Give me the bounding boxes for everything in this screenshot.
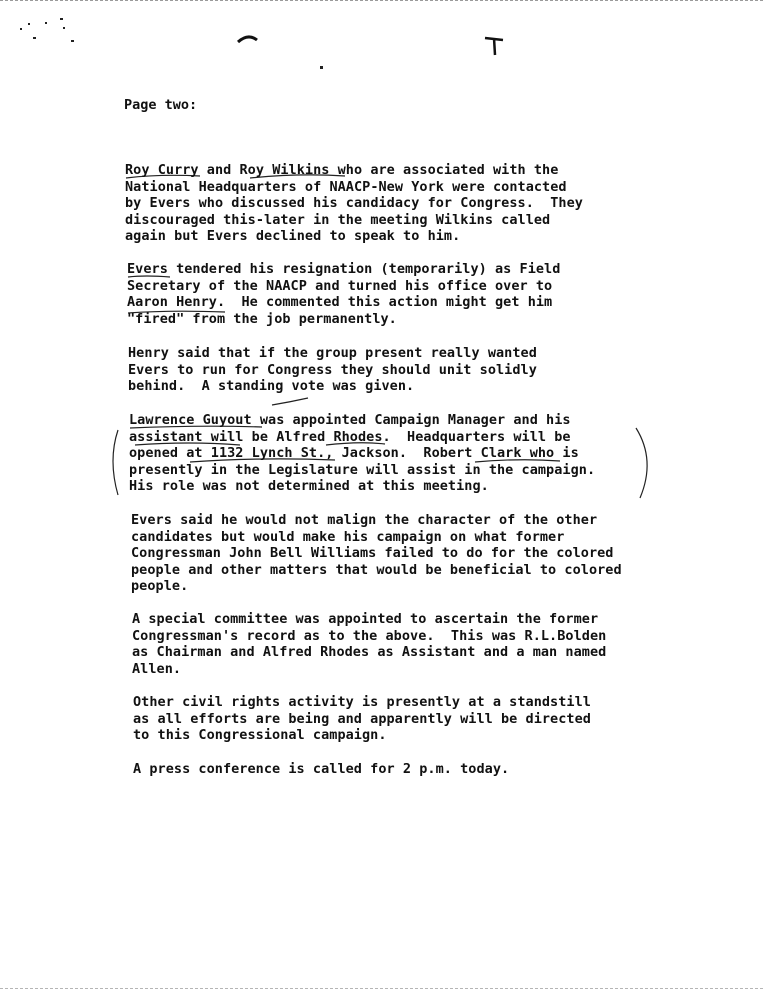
paragraph-1 [125,162,583,245]
paragraph-line: "fired" from the job permanently. [127,310,397,327]
paragraph-2 [127,261,560,327]
paragraph-line: Secretary of the NAACP and turned his office over to [127,277,553,294]
paragraph-4 [129,412,595,495]
margin-bracket [113,430,118,495]
paragraph-line: His role was not determined at this meeting. [129,478,489,495]
paragraph-line: Allen. [132,660,182,677]
paragraph-line: again but Evers declined to speak to him. [125,228,461,245]
paragraph-line: Evers tendered his resignation (temporarily) as Field [127,261,561,277]
punch-mark [485,38,503,55]
paragraph-line: National Headquarters of NAACP-New York were contacted [125,178,567,195]
handwritten-mark [272,398,308,405]
paragraph-line: discouraged this-later in the meeting Wilkins called [125,211,551,228]
paragraph-line: to this Congressional campaign. [133,727,387,744]
page-bottom-edge [0,988,763,989]
speck [71,40,74,42]
speck [28,23,30,25]
paragraph-line: Other civil rights activity is presently at a standstill [133,694,591,710]
page-top-edge [0,0,763,1]
punch-mark [238,37,257,42]
paragraph-line: Lawrence Guyout was appointed Campaign Manager and his [129,412,571,428]
speck [60,18,63,20]
paragraph-line: presently in the Legislature will assist in the campaign. [129,461,596,478]
paragraph-line: as all efforts are being and apparently will be directed [133,710,591,727]
paragraph-line: Evers said he would not malign the character of the other [131,512,598,528]
paragraph-line: Roy Curry and Roy Wilkins who are associated with the [125,162,559,178]
paragraph-line: Henry said that if the group present really wanted [128,345,537,361]
speck [20,28,22,30]
paragraph-line: Congressman's record as to the above. This was R.L.Bolden [132,627,607,644]
paragraph-line: Evers to run for Congress they should unit solidly [128,361,537,378]
paragraph-line: Aaron Henry. He commented this action might get him [127,294,553,311]
paragraph-line: assistant will be Alfred Rhodes. Headquarters will be [129,428,571,445]
speck [320,66,323,69]
margin-bracket [636,428,647,498]
speck [33,37,36,39]
paragraph-6 [132,611,606,677]
paragraph-line: people. [131,578,189,595]
paragraph-line: A press conference is called for 2 p.m. today. [133,761,510,777]
paragraph-8 [133,761,509,778]
page-heading: Page two: [124,97,198,113]
speck [63,27,65,29]
paragraph-line: behind. A standing vote was given. [128,378,415,395]
paragraph-line: people and other matters that would be beneficial to colored [131,561,622,578]
paragraph-line: as Chairman and Alfred Rhodes as Assistant and a man named [132,644,607,661]
speck [45,22,47,24]
paragraph-line: candidates but would make his campaign on what former [131,528,565,545]
paragraph-line: by Evers who discussed his candidacy for Congress. They [125,195,583,212]
paragraph-3 [128,345,537,395]
paragraph-line: opened at 1132 Lynch St., Jackson. Robert Clark who is [129,445,579,462]
paragraph-line: A special committee was appointed to ascertain the former [132,611,599,627]
paragraph-5 [131,512,622,595]
paragraph-line: Congressman John Bell Williams failed to do for the colored [131,545,614,562]
paragraph-7 [133,694,591,744]
